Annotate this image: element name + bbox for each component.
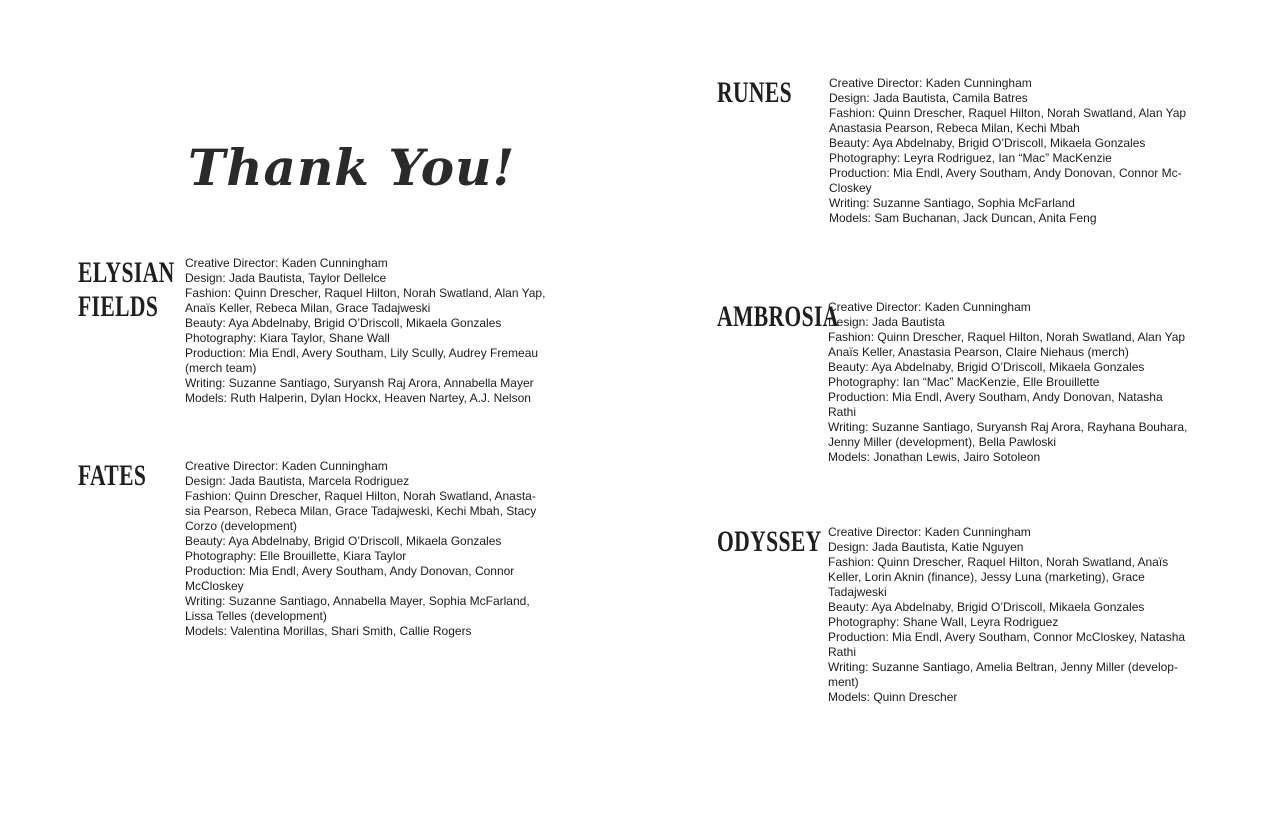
credit-line: Keller, Lorin Aknin (finance), Jessy Luna (marketing), Grace [828,570,1145,584]
credits-list [185,256,545,406]
credit-line: Production: Mia Endl, Avery Southam, Andy Donovan, Connor Mc- [829,166,1182,180]
credit-line: Models: Valentina Morillas, Shari Smith, Callie Rogers [185,624,472,638]
credit-line: Models: Quinn Drescher [828,690,958,704]
section-title [717,525,822,559]
credit-line: Writing: Suzanne Santiago, Amelia Beltran, Jenny Miller (develop- [828,660,1178,674]
credit-line: sia Pearson, Rebeca Milan, Grace Tadajweski, Kechi Mbah, Stacy [185,504,537,518]
credit-line: Writing: Suzanne Santiago, Suryansh Raj Arora, Rayhana Bouhara, [828,420,1188,434]
credit-line: Photography: Leyra Rodriguez, Ian “Mac” MacKenzie [829,151,1112,165]
credit-line: Creative Director: Kaden Cunningham [185,256,388,270]
credits-list [828,525,1185,705]
credit-line: Production: Mia Endl, Avery Southam, Connor McCloskey, Natasha [828,630,1186,644]
section-title-line: FIELDS [78,290,159,323]
credit-line: Beauty: Aya Abdelnaby, Brigid O’Driscoll, Mikaela Gonzales [185,534,502,548]
credit-line: Production: Mia Endl, Avery Southam, Andy Donovan, Connor [185,564,515,578]
credit-line: Lissa Telles (development) [185,609,327,623]
credit-line: (merch team) [185,361,257,375]
section-title-line: ELYSIAN [78,256,175,289]
credit-line: Design: Jada Bautista, Katie Nguyen [828,540,1024,554]
credit-line: Photography: Shane Wall, Leyra Rodriguez [828,615,1059,629]
credit-line: Jenny Miller (development), Bella Pawloski [828,435,1057,449]
credit-line: Production: Mia Endl, Avery Southam, Andy Donovan, Natasha [828,390,1163,404]
credit-line: Design: Jada Bautista [828,315,945,329]
credit-line: Beauty: Aya Abdelnaby, Brigid O’Driscoll, Mikaela Gonzales [185,316,502,330]
credits-list [828,300,1187,465]
section-title [717,76,792,110]
credit-line: Writing: Suzanne Santiago, Suryansh Raj Arora, Annabella Mayer [185,376,534,390]
credit-line: Design: Jada Bautista, Taylor Dellelce [185,271,387,285]
section-odyssey [717,525,1237,715]
section-title [78,256,175,324]
credit-line: Photography: Elle Brouillette, Kiara Taylor [185,549,407,563]
credit-line: Photography: Kiara Taylor, Shane Wall [185,331,390,345]
credits-list [829,76,1186,226]
section-ambrosia [717,300,1237,475]
credit-line: Fashion: Quinn Drescher, Raquel Hilton, Norah Swatland, Anaïs [828,555,1169,569]
thank-you-heading: Thank You! [188,138,516,197]
credit-line: McCloskey [185,579,244,593]
section-elysian-fields [78,256,578,416]
section-runes [717,76,1237,236]
credit-line: Anaïs Keller, Rebeca Milan, Grace Tadajweski [185,301,431,315]
credit-line: Fashion: Quinn Drescher, Raquel Hilton, Norah Swatland, Alan Yap [829,106,1187,120]
section-title-line: ODYSSEY [717,525,822,558]
credit-line: ment) [828,675,859,689]
credit-line: Models: Sam Buchanan, Jack Duncan, Anita Feng [829,211,1097,225]
credit-line: Beauty: Aya Abdelnaby, Brigid O’Driscoll, Mikaela Gonzales [828,600,1145,614]
credit-line: Photography: Ian “Mac” MacKenzie, Elle Brouillette [828,375,1100,389]
credit-line: Models: Jonathan Lewis, Jairo Sotoleon [828,450,1041,464]
credits-list [185,459,536,639]
credit-line: Production: Mia Endl, Avery Southam, Lily Scully, Audrey Fremeau [185,346,539,360]
section-title-line: AMBROSIA [717,300,839,333]
credit-line: Closkey [829,181,872,195]
credit-line: Fashion: Quinn Drescher, Raquel Hilton, Norah Swatland, Anasta- [185,489,536,503]
credit-line: Rathi [828,645,857,659]
section-title [717,300,839,334]
credit-line: Tadajweski [828,585,887,599]
section-title [78,459,146,493]
section-title-line: FATES [78,459,147,492]
credit-line: Creative Director: Kaden Cunningham [828,525,1031,539]
credit-line: Models: Ruth Halperin, Dylan Hockx, Heaven Nartey, A.J. Nelson [185,391,531,405]
credit-line: Writing: Suzanne Santiago, Sophia McFarland [829,196,1075,210]
credit-line: Corzo (development) [185,519,298,533]
credit-line: Fashion: Quinn Drescher, Raquel Hilton, Norah Swatland, Alan Yap [828,330,1186,344]
credit-line: Beauty: Aya Abdelnaby, Brigid O’Driscoll, Mikaela Gonzales [829,136,1146,150]
section-title-line: RUNES [717,76,793,109]
credit-line: Creative Director: Kaden Cunningham [828,300,1031,314]
credit-line: Design: Jada Bautista, Marcela Rodriguez [185,474,410,488]
credit-line: Design: Jada Bautista, Camila Batres [829,91,1028,105]
credit-line: Anaïs Keller, Anastasia Pearson, Claire Niehaus (merch) [828,345,1129,359]
credit-line: Creative Director: Kaden Cunningham [829,76,1032,90]
credit-line: Beauty: Aya Abdelnaby, Brigid O’Driscoll, Mikaela Gonzales [828,360,1145,374]
credit-line: Rathi [828,405,857,419]
credit-line: Writing: Suzanne Santiago, Annabella Mayer, Sophia McFarland, [185,594,530,608]
credit-line: Creative Director: Kaden Cunningham [185,459,388,473]
section-fates [78,459,578,649]
credit-line: Fashion: Quinn Drescher, Raquel Hilton, Norah Swatland, Alan Yap, [185,286,546,300]
credit-line: Anastasia Pearson, Rebeca Milan, Kechi Mbah [829,121,1080,135]
